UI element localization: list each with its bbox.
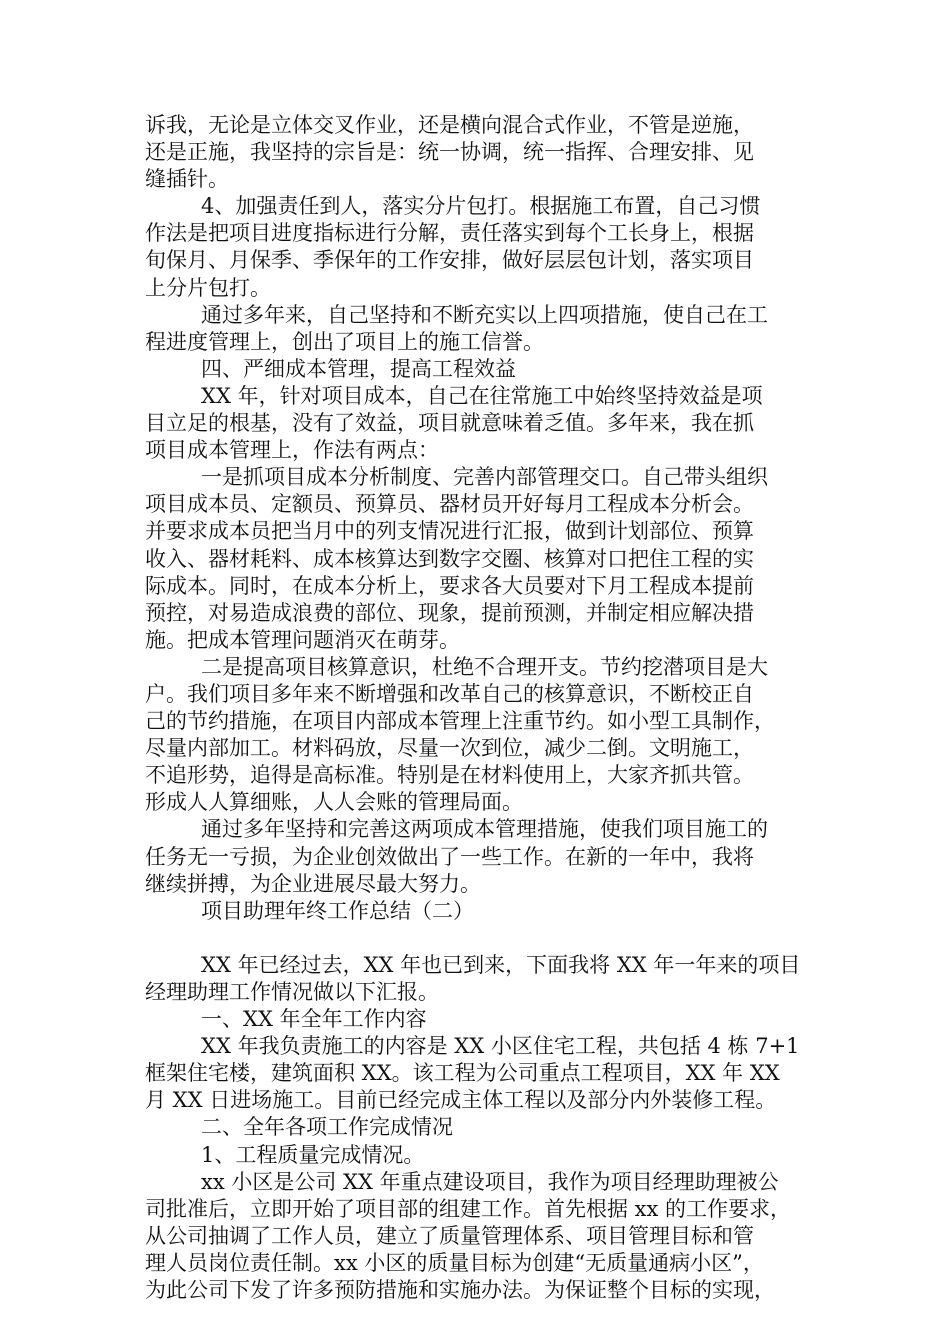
text-line: 并要求成本员把当月中的列支情况进行汇报，做到计划部位、预算 [145, 519, 754, 544]
text-line: 预控，对易造成浪费的部位、现象，提前预测，并制定相应解决措 [145, 600, 754, 625]
text-line: 还是正施，我坚持的宗旨是：统一协调，统一指挥、合理安排、见 [145, 140, 754, 165]
text-line: 项目成本管理上，作法有两点： [145, 438, 439, 463]
text-line: 作法是把项目进度指标进行分解，责任落实到每个工长身上，根据 [145, 221, 754, 246]
text-line: 继续拼搏，为企业进展尽最大努力。 [145, 871, 481, 896]
text-line: 施。把成本管理问题消灭在萌芽。 [145, 627, 460, 652]
text-line: 程进度管理上，创出了项目上的施工信誉。 [145, 329, 544, 354]
text-line: 从公司抽调了工作人员，建立了质量管理体系、项目管理目标和管 [145, 1223, 754, 1248]
text-line: 旬保月、月保季、季保年的工作安排，做好层层包计划，落实项目 [145, 248, 754, 273]
text-line: 4、加强责任到人，落实分片包打。根据施工布置，自己习惯 [201, 194, 761, 219]
text-line: xx 小区是公司 XX 年重点建设项目，我作为项目经理助理被公 [201, 1169, 779, 1194]
text-line: 司批准后，立即开始了项目部的组建工作。首先根据 xx 的工作要求， [145, 1196, 792, 1221]
text-line: XX 年我负责施工的内容是 XX 小区住宅工程，共包括 4 栋 7+1 [201, 1034, 800, 1059]
text-line: 上分片包打。 [145, 275, 271, 300]
text-line: 诉我，无论是立体交叉作业，还是横向混合式作业，不管是逆施， [145, 113, 754, 137]
text-line: 目立足的根基，没有了效益，项目就意味着乏值。多年来，我在抓 [145, 411, 754, 436]
text-line: 际成本。同时，在成本分析上，要求各大员要对下月工程成本提前 [145, 573, 754, 598]
text-line: 一是抓项目成本分析制度、完善内部管理交口。自己带头组织 [201, 465, 768, 490]
text-line: 月 XX 日进场施工。目前已经完成主体工程以及部分内外装修工程。 [145, 1088, 777, 1113]
text-line: 项目成本员、定额员、预算员、器材员开好每月工程成本分析会。 [145, 492, 754, 517]
text-line: 缝插针。 [145, 167, 229, 192]
text-line: 为此公司下发了许多预防措施和实施办法。为保证整个目标的实现， [145, 1278, 775, 1303]
text-line: 通过多年坚持和完善这两项成本管理措施，使我们项目施工的 [201, 817, 768, 842]
text-line: 户。我们项目多年来不断增强和改革自己的核算意识，不断校正自 [145, 681, 754, 706]
text-line: 项目助理年终工作总结（二） [201, 898, 474, 923]
text-line: 理人员岗位责任制。xx 小区的质量目标为创建“无质量通病小区”， [145, 1250, 764, 1275]
text-line: 收入、器材耗料、成本核算达到数字交圈、核算对口把住工程的实 [145, 546, 754, 571]
text-line: 一、XX 年全年工作内容 [201, 1007, 427, 1032]
text-line: 通过多年来，自己坚持和不断充实以上四项措施，使自己在工 [201, 302, 768, 327]
text-line: 尽量内部加工。材料码放，尽量一次到位，减少二倒。文明施工， [145, 736, 754, 761]
text-line: 框架住宅楼，建筑面积 XX。该工程为公司重点工程项目，XX 年 XX [145, 1061, 780, 1086]
text-line: 经理助理工作情况做以下汇报。 [145, 980, 439, 1004]
text-line: XX 年，针对项目成本，自己在往常施工中始终坚持效益是项 [201, 383, 763, 408]
text-line: 四、严细成本管理，提高工程效益 [201, 356, 516, 381]
text-line: 二、全年各项工作完成情况 [201, 1115, 453, 1140]
text-line: 1、工程质量完成情况。 [201, 1142, 425, 1167]
text-line: XX 年已经过去，XX 年也已到来，下面我将 XX 年一年来的项目 [201, 952, 801, 977]
text-line: 己的节约措施，在项目内部成本管理上注重节约。如小型工具制作， [145, 709, 775, 734]
text-line: 形成人人算细账，人人会账的管理局面。 [145, 790, 523, 815]
text-line [145, 925, 825, 952]
text-line: 任务无一亏损，为企业创效做出了一些工作。在新的一年中，我将 [145, 844, 754, 869]
text-line: 不追形势，追得是高标准。特别是在材料使用上，大家齐抓共管。 [145, 763, 754, 788]
text-line: 二是提高项目核算意识，杜绝不合理开支。节约挖潜项目是大 [201, 654, 768, 679]
document-page [145, 112, 825, 1304]
